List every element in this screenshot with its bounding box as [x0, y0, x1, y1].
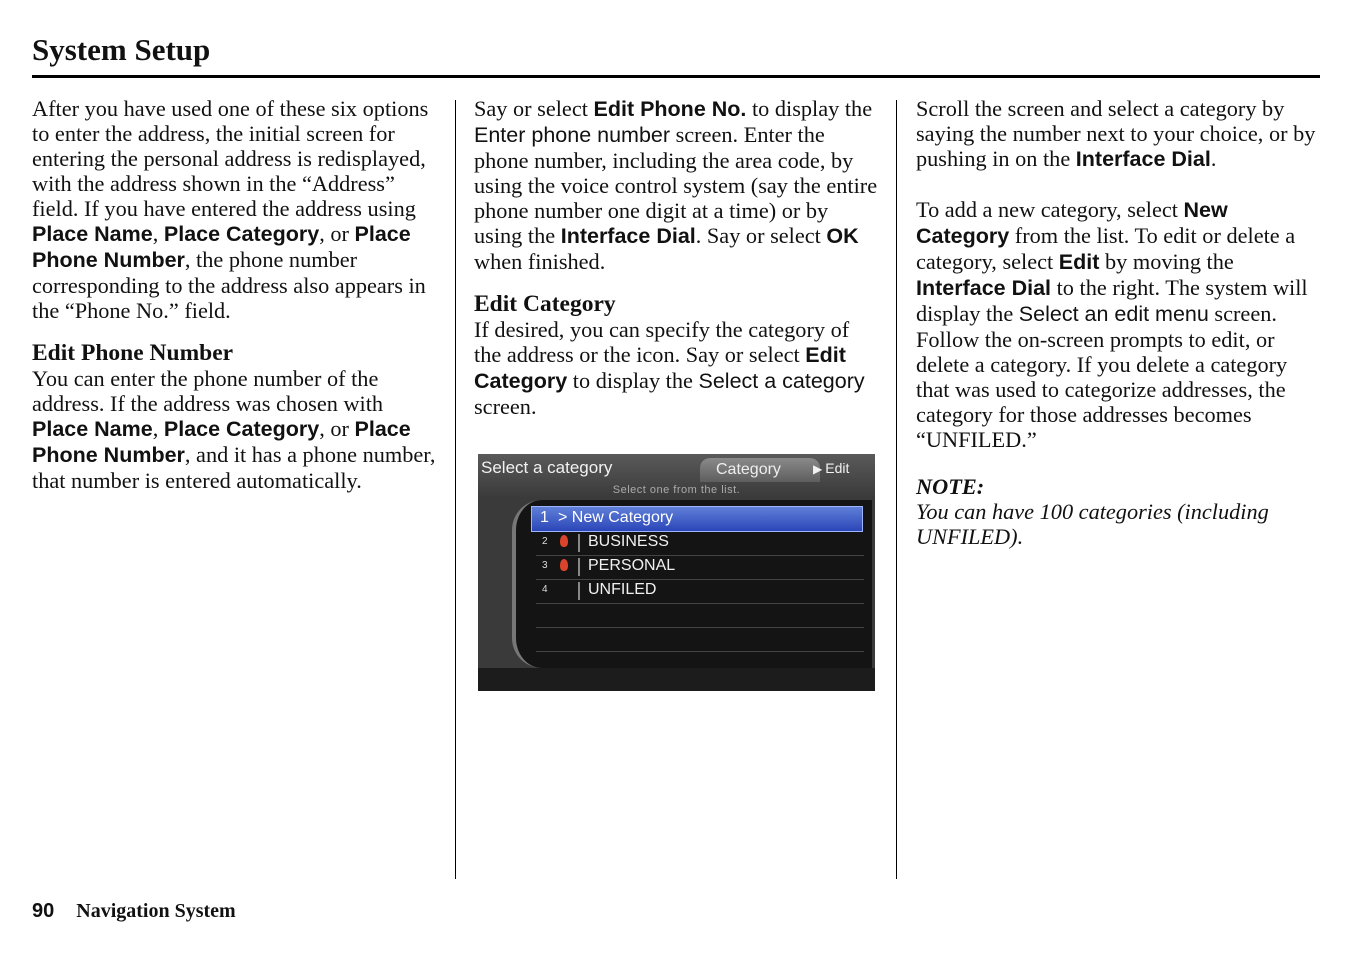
list-item-empty — [536, 603, 864, 628]
term-place-phone-number: Place Phone Number — [32, 417, 411, 467]
edit-tab: ▶ Edit — [813, 460, 850, 476]
term-place-name: Place Name — [32, 222, 153, 246]
term-interface-dial: Interface Dial — [560, 224, 696, 248]
column-divider-1 — [455, 100, 456, 879]
screen-name-select-an-edit-menu: Select an edit menu — [1018, 302, 1209, 326]
list-item-label: BUSINESS — [588, 533, 669, 550]
title-rule — [32, 75, 1320, 78]
list-item — [536, 579, 864, 604]
list-item-label: > New Category — [558, 509, 674, 526]
list-item — [536, 555, 864, 580]
term-ok: OK — [826, 224, 859, 248]
page-number: 90 — [32, 900, 55, 922]
pin-icon — [560, 559, 568, 571]
page-title: System Setup — [32, 32, 211, 67]
list-item-label: PERSONAL — [588, 557, 676, 574]
section-heading-edit-category: Edit Category — [474, 291, 616, 317]
list-item-empty — [536, 627, 864, 652]
play-arrow-icon: ▶ — [813, 462, 823, 476]
list-item-number: 2 — [542, 536, 548, 547]
column-1 — [32, 96, 442, 493]
select-category-screenshot — [478, 454, 875, 691]
divider — [578, 558, 580, 576]
term-interface-dial: Interface Dial — [916, 276, 1052, 300]
screen-name-enter-phone-number: Enter phone number — [474, 123, 671, 147]
term-new-category: New Category — [916, 198, 1228, 248]
term-place-category: Place Category — [163, 417, 320, 441]
list-item-label: UNFILED — [588, 581, 657, 598]
paragraph: If desired, you can specify the category of the address or the icon. Say or select Edit Category to display the Select a category screen. — [474, 317, 865, 419]
term-edit: Edit — [1058, 250, 1100, 274]
screen-footer-bar — [478, 668, 875, 691]
note-heading: NOTE: — [916, 474, 985, 499]
term-interface-dial: Interface Dial — [1075, 147, 1211, 171]
divider — [578, 534, 580, 552]
category-tab: Category — [700, 458, 820, 482]
term-edit-category: Edit Category — [474, 343, 846, 393]
paragraph: You can enter the phone number of the address. If the address was chosen with Place Name, Place Category, or Place Phone Number, and it has a phone number, that number is entered automatically. — [32, 366, 436, 493]
term-place-category: Place Category — [163, 222, 320, 246]
term-edit-phone-no: Edit Phone No. — [593, 97, 747, 121]
list-item-selected — [531, 506, 863, 532]
term-place-phone-number: Place Phone Number — [32, 222, 411, 272]
column-2 — [474, 96, 879, 419]
page-footer — [32, 900, 236, 923]
note-text: You can have 100 categories (including UNFILED). — [916, 499, 1269, 549]
paragraph: After you have used one of these six options to enter the address, the initial screen for entering the personal address is redisplayed, with the address shown in the “Address” field. If you have entered the address using Place Name, Place Category, or Place Phone Number, the phone number corresponding to the address also appears in the “Phone No.” field. — [32, 96, 429, 323]
screen-name-select-a-category: Select a category — [698, 369, 865, 393]
list-item — [536, 531, 864, 556]
paragraph: To add a new category, select New Category from the list. To edit or delete a category, select Edit by moving the Interface Dial to the right. The system will display the Select an edit menu screen. Follow the on-screen prompts to edit, or delete a category. If you delete a category that was used to categorize addresses, the category for those addresses becomes “UNFILED.” — [916, 197, 1308, 452]
column-divider-2 — [896, 100, 897, 879]
list-item-number: 1 — [540, 509, 549, 526]
footer-title: Navigation System — [76, 900, 236, 922]
list-item-number: 3 — [542, 560, 548, 571]
list-item-number: 4 — [542, 584, 548, 595]
screen-subtitle: Select one from the list. — [612, 484, 741, 496]
section-heading-edit-phone-number: Edit Phone Number — [32, 340, 234, 366]
paragraph: Say or select Edit Phone No. to display the Enter phone number screen. Enter the phone number, including the area code, by using the voice control system (say the entire phone number one digit at a time) or by using the Interface Dial. Say or select OK when finished. — [474, 96, 878, 274]
column-3 — [916, 96, 1321, 549]
term-place-name: Place Name — [32, 417, 153, 441]
divider — [578, 582, 580, 600]
pin-icon — [560, 535, 568, 547]
screen-title: Select a category — [481, 458, 613, 477]
paragraph: Scroll the screen and select a category by saying the number next to your choice, or by pushing in on the Interface Dial. — [916, 96, 1316, 171]
